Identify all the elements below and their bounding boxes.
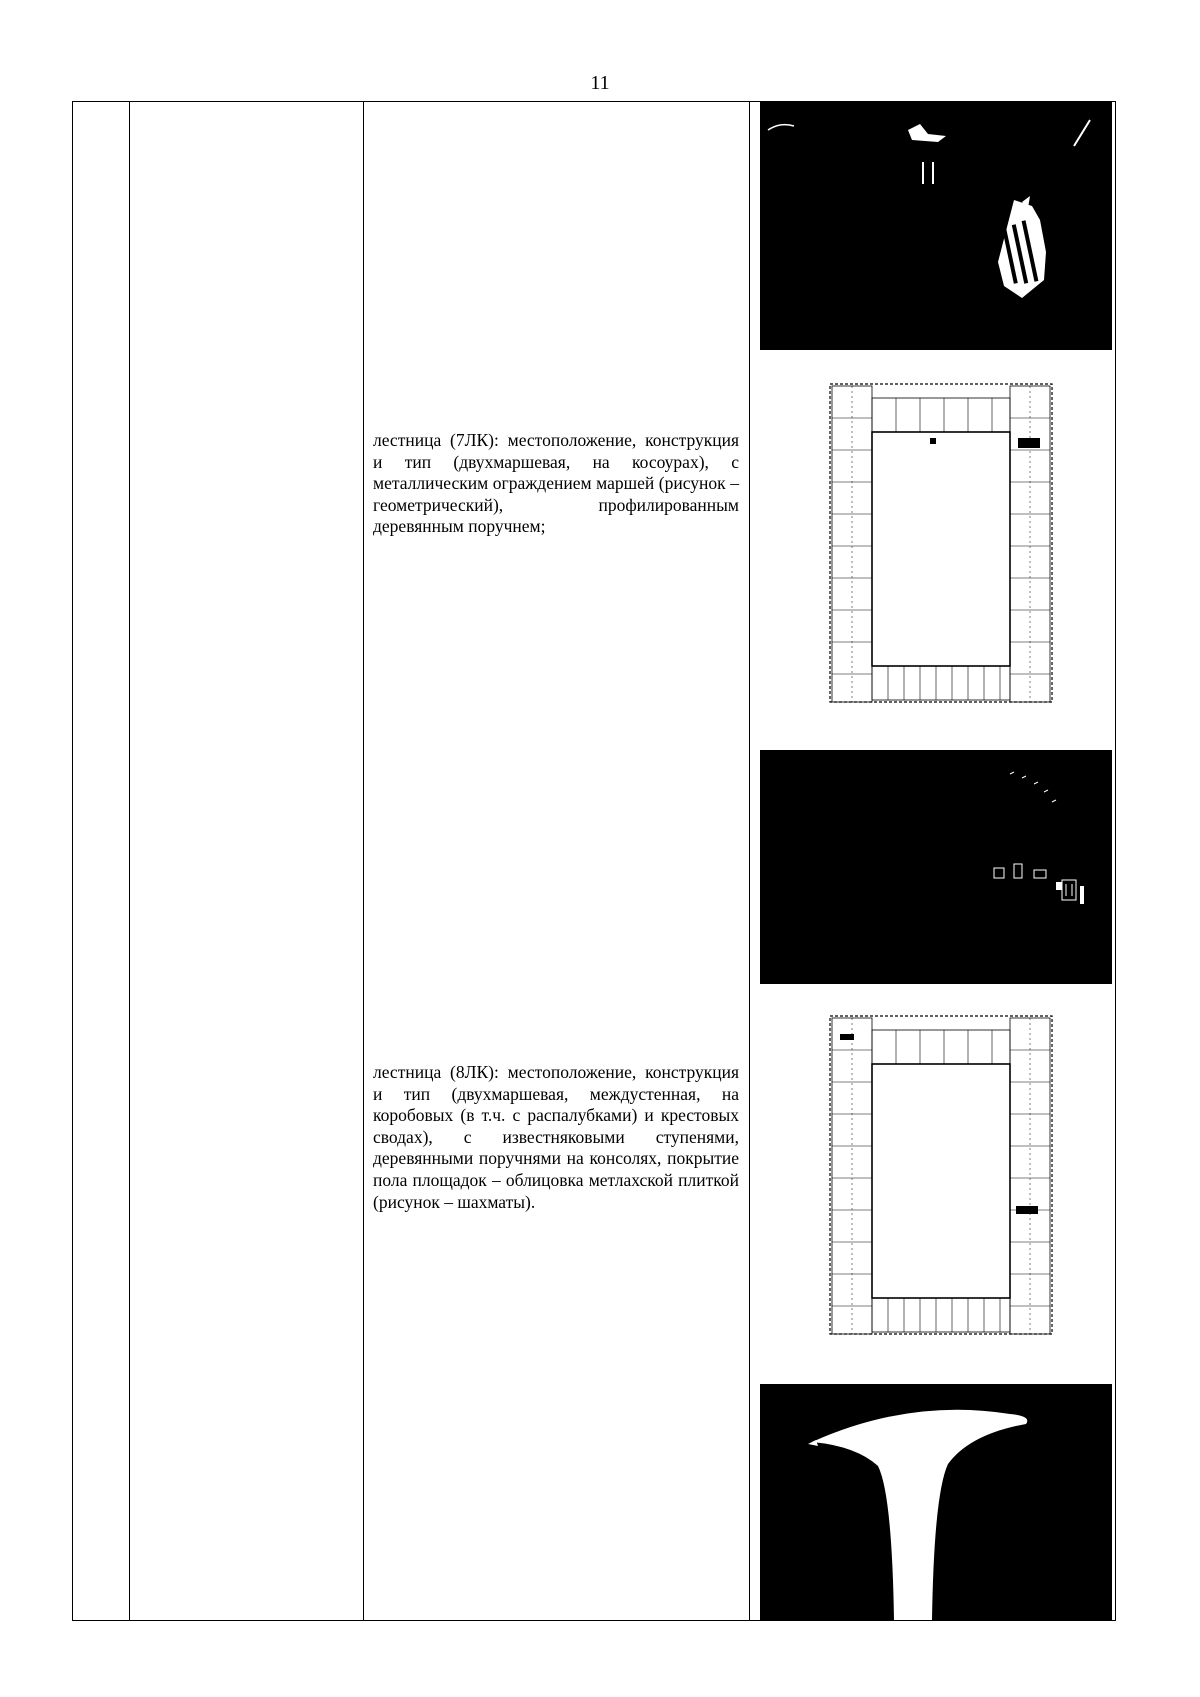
stair-7lk-photo-image — [760, 102, 1112, 350]
column-divider-1 — [129, 102, 130, 1620]
page-number: 11 — [590, 72, 610, 94]
stair-8lk-photo-image — [760, 750, 1112, 984]
stair-8lk-floor-plan-image — [826, 1010, 1056, 1340]
column-divider-2 — [363, 102, 364, 1620]
monument-features-table — [72, 101, 1116, 1621]
stair-8lk-vault-photo-image — [760, 1384, 1112, 1620]
stair-8lk-vault-photo — [760, 1384, 1112, 1620]
stair-8lk-description: лестница (8ЛК): местоположение, конструкция и тип (двухмаршевая, междустенная, на коробовых (в т.ч. с распалубками) и крестовых сводах), с известняковыми ступенями, деревянными поручнями на консолях, покрытие пола площадок – облицовка метлахской плиткой (рисунок – шахматы). — [373, 1062, 739, 1212]
stair-7lk-floor-plan-image — [826, 378, 1056, 708]
column-divider-3 — [749, 102, 750, 1620]
stair-7lk-photo — [760, 102, 1112, 350]
stair-8lk-floor-plan — [826, 1010, 1056, 1340]
stair-8lk-photo — [760, 750, 1112, 984]
stair-7lk-floor-plan — [826, 378, 1056, 708]
stair-7lk-description: лестница (7ЛК): местоположение, конструкция и тип (двухмаршевая, на косоурах), с металлическим ограждением маршей (рисунок – геометрический), профилированным деревянным поручнем; — [373, 430, 739, 537]
